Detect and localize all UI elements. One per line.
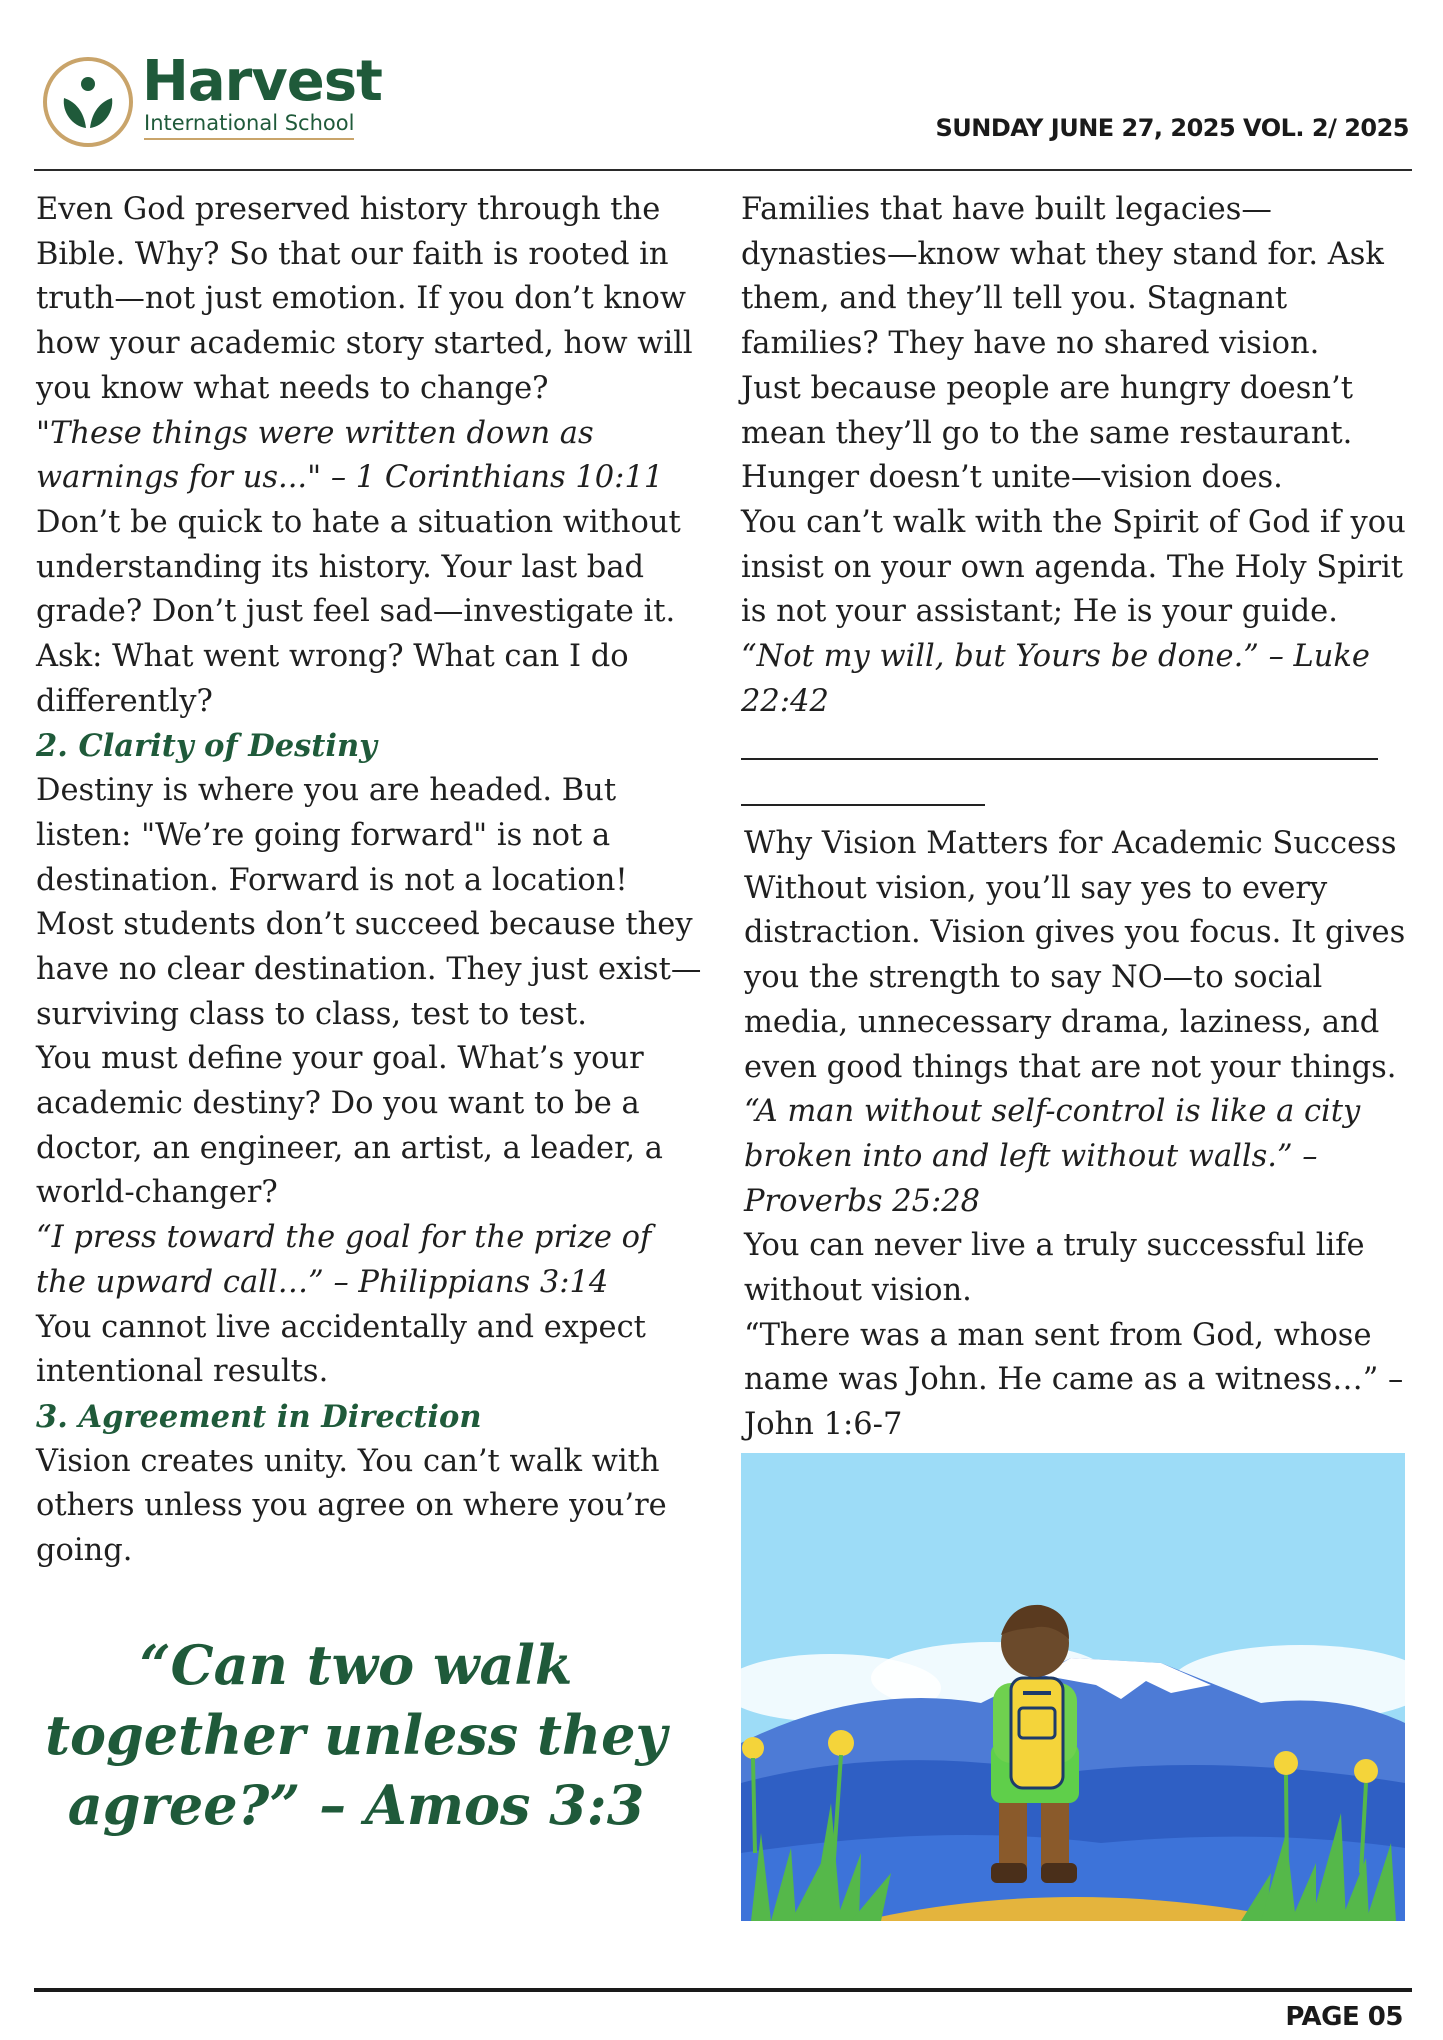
paragraph: Why Vision Matters for Academic Success	[744, 826, 1397, 861]
right-column-bottom	[744, 822, 1414, 1448]
paragraph: Even God preserved history through the Bible. Why? So that our faith is rooted in truth—not just emotion. If you don’t know how your academic story started, how will you know what needs to change?	[36, 192, 693, 406]
page-number: PAGE 05	[1285, 2002, 1403, 2032]
paragraph: You must define your goal. What’s your academic destiny? Do you want to be a doctor, an engineer, an artist, a leader, a world-changer?	[36, 1041, 663, 1211]
paragraph: You can’t walk with the Spirit of God if you insist on your own agenda. The Holy Spirit is not your assistant; He is your guide.	[741, 504, 1406, 630]
page-header	[0, 0, 1443, 172]
paragraph: Most students don’t succeed because they have no clear destination. They just exist—surviving class to class, test to test.	[36, 907, 702, 1032]
section-divider-short	[741, 804, 985, 806]
paragraph: Just because people are hungry doesn’t mean they’ll go to the same restaurant. Hunger doesn’t unite—vision does.	[741, 370, 1353, 496]
paragraph: Families that have built legacies—dynasties—know what they stand for. Ask them, and they’ll tell you. Stagnant families? They have no shared vision.	[741, 192, 1384, 362]
section-divider-long	[741, 758, 1378, 760]
school-name: Harvest	[142, 49, 382, 114]
section-heading: 2. Clarity of Destiny	[36, 728, 377, 765]
scripture-quote: “A man without self-control is like a city broken into and left without walls.” – Proverbs 25:28	[744, 1094, 1361, 1219]
left-column	[36, 188, 704, 1574]
harvest-logo-icon	[42, 56, 134, 148]
paragraph: You cannot live accidentally and expect intentional results.	[36, 1309, 646, 1390]
pull-quote: “Can two walk together unless they agree?” – Amos 3:3	[45, 1633, 667, 1837]
paragraph: “There was a man sent from God, whose name was John. He came as a witness…” – John 1:6-7	[744, 1317, 1404, 1443]
school-subtitle: International School	[144, 110, 354, 140]
footer-divider	[34, 1988, 1412, 1992]
paragraph: Destiny is where you are headed. But listen: "We’re going forward" is not a destination. Forward is not a location!	[36, 773, 628, 898]
paragraph: You can never live a truly successful life without vision.	[744, 1228, 1365, 1309]
scripture-quote: “I press toward the goal for the prize of the upward call…” – Philippians 3:14	[36, 1220, 652, 1300]
issue-date: SUNDAY JUNE 27, 2025 VOL. 2/ 2025	[935, 114, 1409, 142]
paragraph: Without vision, you’ll say yes to every distraction. Vision gives you focus. It gives you the strength to say NO—to social media, unnecessary drama, laziness, and even good things that are not your things.	[744, 870, 1406, 1085]
paragraph: Vision creates unity. You can’t walk with others unless you agree on where you’re going.	[36, 1443, 667, 1569]
scripture-quote: "These things were written down as warnings for us..." – 1 Corinthians 10:11	[36, 415, 664, 496]
right-column-top	[741, 188, 1411, 724]
paragraph: Don’t be quick to hate a situation without understanding its history. Your last bad grade? Don’t just feel sad—investigate it. Ask: What went wrong? What can I do differently?	[36, 504, 681, 719]
student-mountain-illustration	[741, 1453, 1405, 1921]
header-divider	[34, 169, 1412, 171]
scripture-quote: “Not my will, but Yours be done.” – Luke 22:42	[741, 639, 1370, 719]
section-heading: 3. Agreement in Direction	[36, 1398, 482, 1435]
